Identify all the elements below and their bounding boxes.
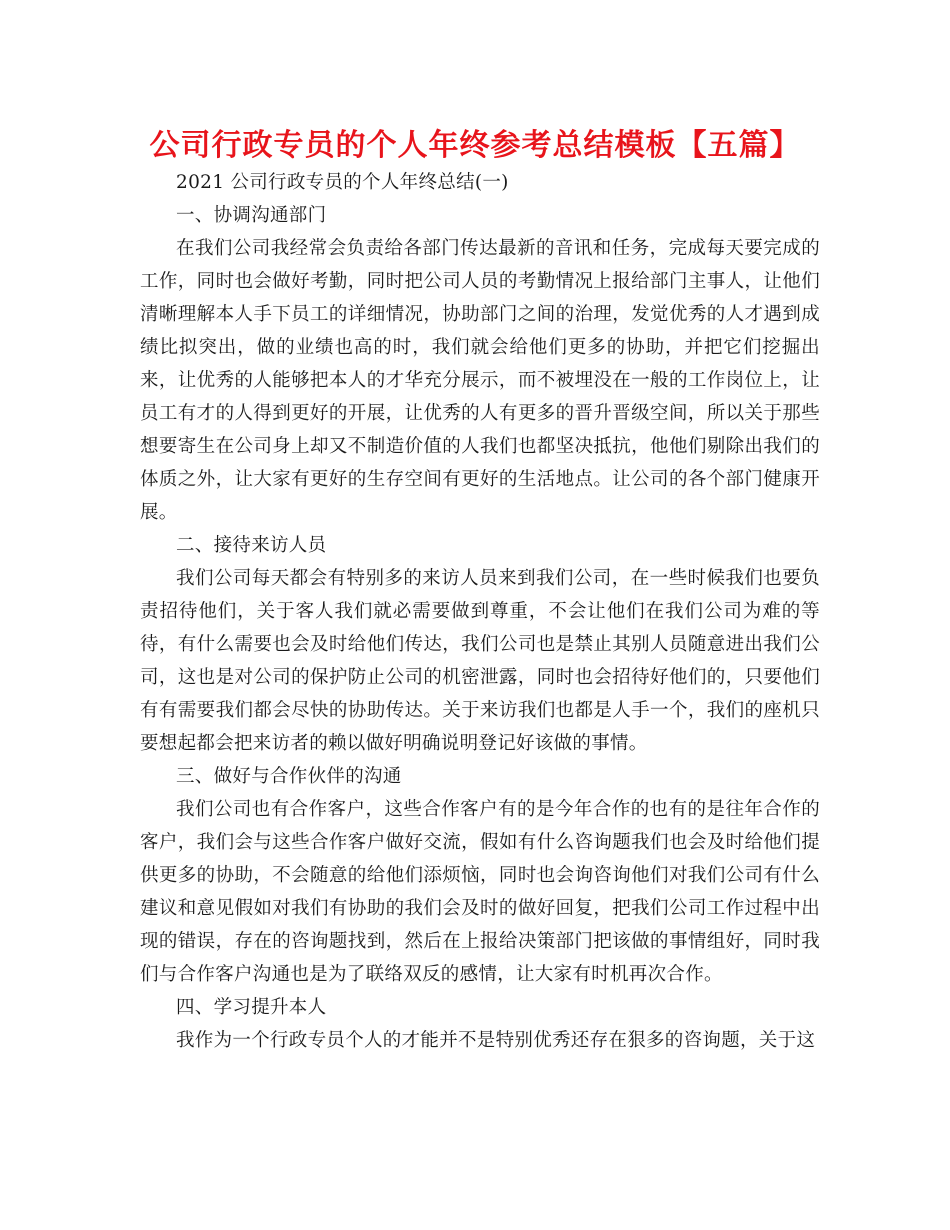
section-paragraph-1: 在我们公司我经常会负责给各部门传达最新的音讯和任务，完成每天要完成的工作，同时也会做好考勤，同时把公司人员的考勤情况上报给部门主事人，让他们清晰理解本人手下员工的详细情况，协助部门之间的治理，发觉优秀的人才遇到成绩比拟突出，做的业绩也高的时，我们就会给他们更多的协助，并把它们挖掘出来，让优秀的人能够把本人的才华充分展示，而不被埋没在一般的工作岗位上，让员工有才的人得到更好的开展，让优秀的人有更多的晋升晋级空间，所以关于那些想要寄生在公司身上却又不制造价值的人我们也都坚决抵抗，他他们剔除出我们的体质之外，让大家有更好的生存空间有更好的生活地点。让公司的各个部门健康开展。 (140, 238, 820, 523)
section-paragraph-4: 我作为一个行政专员个人的才能并不是特别优秀还存在狠多的咨询题，关于这 (176, 1030, 816, 1051)
section-heading-1: 一、协调沟通部门 (176, 205, 327, 226)
section-paragraph-2: 我们公司每天都会有特别多的来访人员来到我们公司，在一些时候我们也要负责招待他们，关于客人我们就必需要做到尊重，不会让他们在我们公司为难的等待，有什么需要也会及时给他们传达，我们公司也是禁止其别人员随意进出我们公司，这也是对公司的保护防止公司的机密泄露，同时也会招待好他们的，只要他们有有需要我们都会尽快的协助传达。关于来访我们也都是人手一个，我们的座机只要想起都会把来访者的赖以做好明确说明登记好该做的事情。 (140, 568, 820, 754)
document-body (140, 166, 820, 1057)
section-paragraph-3: 我们公司也有合作客户，这些合作客户有的是今年合作的也有的是往年合作的客户，我们会与这些合作客户做好交流，假如有什么咨询题我们也会及时给他们提供更多的协助，不会随意的给他们添烦恼，同时也会询咨询他们对我们公司有什么建议和意见假如对我们有协助的我们会及时的做好回复，把我们公司工作过程中出现的错误，存在的咨询题找到，然后在上报给决策部门把该做的事情组好，同时我们与合作客户沟通也是为了联络双反的感情，让大家有时机再次合作。 (140, 799, 820, 985)
section-heading-4: 四、学习提升本人 (176, 997, 327, 1018)
section-heading-2: 二、接待来访人员 (176, 535, 327, 556)
document-title: 公司行政专员的个人年终参考总结模板【五篇】 (149, 128, 801, 163)
section-heading-3: 三、做好与合作伙伴的沟通 (176, 766, 402, 787)
document-subtitle: 2021 公司行政专员的个人年终总结(一) (176, 172, 509, 193)
